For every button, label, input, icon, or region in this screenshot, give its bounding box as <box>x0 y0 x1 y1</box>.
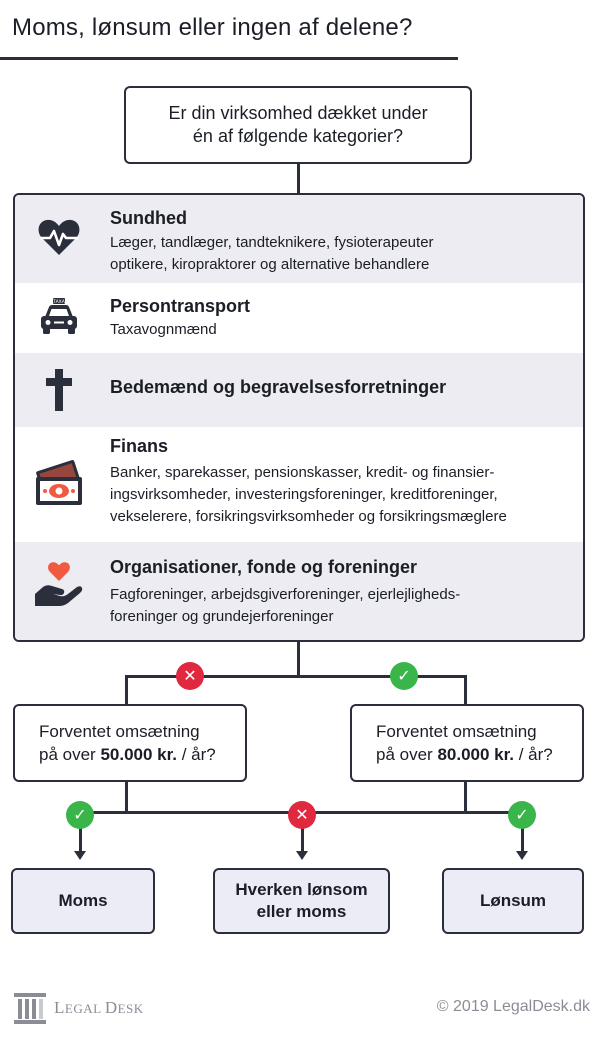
category-finance-title: Finans <box>110 436 169 456</box>
connector-categories-branch <box>297 642 300 677</box>
footer-copyright: © 2019 LegalDesk.dk <box>436 998 590 1015</box>
right-cond-down <box>464 782 467 813</box>
condition-left-amount: 50.000 kr. <box>100 745 178 764</box>
yes-badge-moms-icon: ✓ <box>66 801 94 829</box>
heart-pulse-icon <box>35 213 83 261</box>
question-box <box>124 86 472 164</box>
condition-right-line-2: på over 80.000 kr. / år? <box>376 745 553 764</box>
condition-left-line-1: Forventet omsætning <box>39 722 200 741</box>
branch-left-down <box>125 675 128 704</box>
arrow-neither-icon <box>296 851 308 860</box>
no-badge-icon: ✕ <box>176 662 204 690</box>
category-finance-desc-2: ingsvirksomheder, investeringsforeninger, kreditforeninger, <box>110 486 498 503</box>
category-organisations-desc-2: foreninger og grundejerforeninger <box>110 608 334 625</box>
outcome-neither-line-1: Hverken lønsom <box>235 880 368 899</box>
category-health-desc-1: Læger, tandlæger, tandteknikere, fysioterapeuter <box>110 234 434 251</box>
condition-box-left <box>13 704 247 782</box>
category-health <box>15 195 583 283</box>
footer-brand: LEGAL DESK <box>54 998 144 1017</box>
hand-heart-icon <box>32 561 86 609</box>
condition-box-right <box>350 704 584 782</box>
category-organisations-desc-1: Fagforeninger, arbejdsgiverforeninger, ejerlejligheds- <box>110 586 461 603</box>
category-transport-desc: Taxavognmænd <box>110 321 217 338</box>
category-organisations <box>15 542 583 642</box>
category-finance-desc-1: Banker, sparekasser, pensionskasser, kredit- og finansier- <box>110 464 495 481</box>
category-transport <box>15 283 583 353</box>
taxi-icon <box>35 293 83 341</box>
page-title: Moms, lønsum eller ingen af delene? <box>12 14 413 41</box>
condition-left-line-2: på over 50.000 kr. / år? <box>39 745 216 764</box>
category-health-title: Sundhed <box>110 208 187 228</box>
condition-right-amount: 80.000 kr. <box>437 745 515 764</box>
title-underline <box>0 57 458 60</box>
condition-right-line-1: Forventet omsætning <box>376 722 537 741</box>
question-line-1: Er din virksomhed dækket under <box>168 103 428 123</box>
category-transport-title: Persontransport <box>110 296 251 316</box>
left-cond-down <box>125 782 128 813</box>
question-line-2: én af følgende kategorier? <box>192 126 404 146</box>
arrow-lonsum-icon <box>516 851 528 860</box>
categories-box <box>13 193 585 642</box>
category-health-desc-2: optikere, kiropraktorer og alternative behandlere <box>110 256 430 273</box>
category-funeral <box>15 353 583 427</box>
outcome-neither-line-2: eller moms <box>256 902 347 921</box>
connector-question-categories <box>297 164 300 193</box>
legaldesk-logo-icon <box>12 990 48 1026</box>
yes-badge-icon: ✓ <box>390 662 418 690</box>
taxi-sign-text: TAXA <box>53 300 65 305</box>
cross-icon <box>35 366 83 414</box>
outcome-moms: Moms <box>11 868 155 934</box>
arrow-moms-icon <box>74 851 86 860</box>
category-funeral-title: Bedemænd og begravelsesforretninger <box>110 377 447 397</box>
no-badge-neither-icon: ✕ <box>288 801 316 829</box>
category-finance-desc-3: vekselerere, forsikringsvirksomheder og forsikringsmæglere <box>110 508 507 525</box>
outcome-lonsum: Lønsum <box>442 868 584 934</box>
money-icon <box>32 459 86 507</box>
yes-badge-lonsum-icon: ✓ <box>508 801 536 829</box>
category-organisations-title: Organisationer, fonde og foreninger <box>110 557 418 577</box>
category-finance <box>15 427 583 542</box>
branch-right-down <box>464 675 467 704</box>
outcome-neither <box>213 868 390 934</box>
